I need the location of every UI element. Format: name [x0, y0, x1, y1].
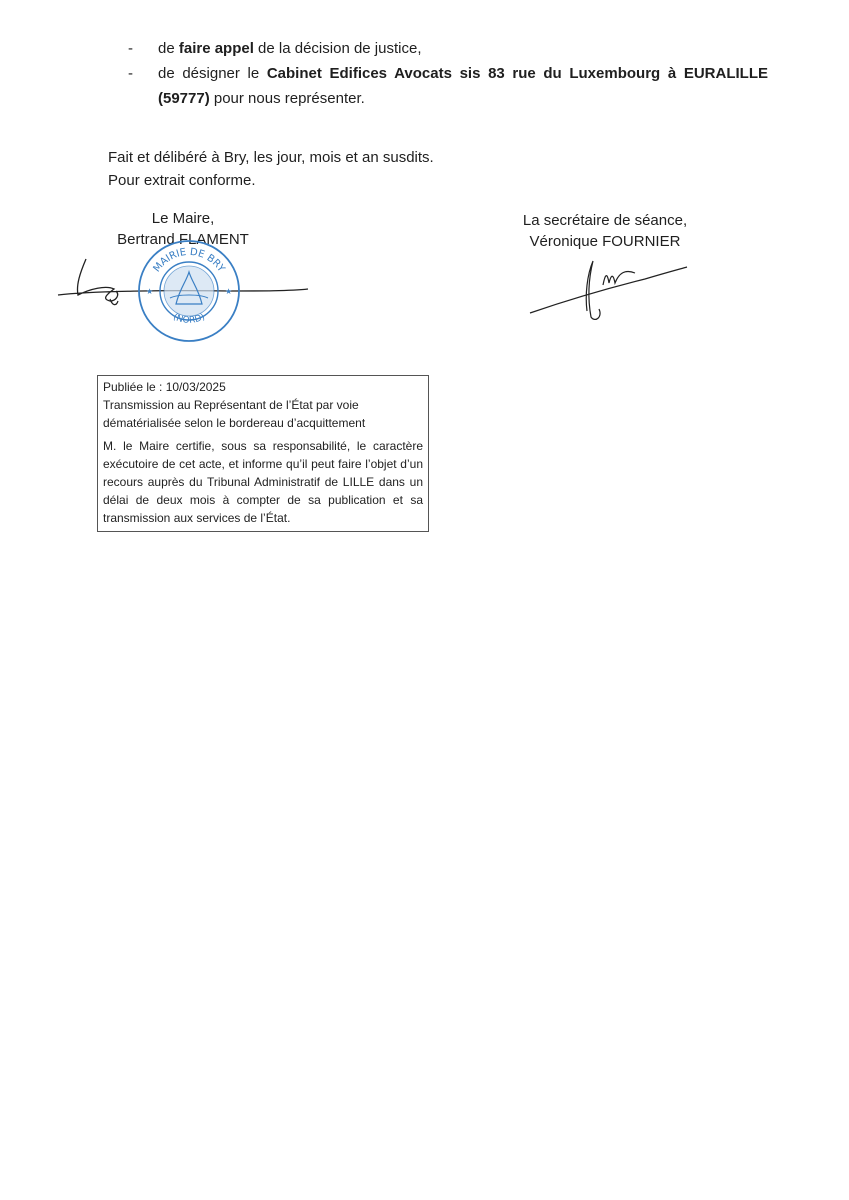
svg-text:★: ★ — [225, 287, 233, 296]
decision-item-lawyer — [128, 61, 768, 111]
text-part-bold: Cabinet Edifices Avocats sis 83 rue du Luxembourg à EURALILLE (59777) — [158, 65, 768, 107]
secretary-signature-drawing — [525, 255, 695, 325]
decision-text — [158, 61, 768, 111]
text-part-bold: faire appel — [178, 40, 254, 57]
bullet-dash: - — [128, 40, 133, 57]
decision-text — [158, 36, 768, 61]
text-part: pour nous représenter. — [209, 90, 365, 107]
bullet-dash: - — [128, 65, 133, 82]
decision-item-appeal — [128, 36, 768, 61]
secretary-name: Véronique FOURNIER — [529, 233, 681, 250]
enforceability-statement: M. le Maire certifie, sous sa responsabilité, le caractère exécutoire de cet acte, et informe qu’il peut faire l’objet d’un recours auprès du Tribunal Administratif de LILLE dans un délai de deux mois à compter de sa publication et sa transmission aux services de l’État. — [103, 439, 423, 525]
secretary-title: La secrétaire de séance, — [522, 212, 688, 229]
decision-list — [128, 36, 768, 111]
mayor-name: Bertrand FLAMENT — [117, 231, 249, 248]
mayor-title: Le Maire, — [151, 210, 215, 227]
closing-statement — [108, 146, 434, 192]
text-part: de désigner le — [158, 65, 267, 82]
secretary-signature-block — [505, 210, 705, 252]
publication-notice — [97, 375, 429, 532]
transmission-note: Transmission au Représentant de l’État par voie dématérialisée selon le bordereau d’acquittement — [103, 398, 366, 430]
seal-bottom-text: (NORD) — [171, 312, 207, 326]
svg-text:★: ★ — [146, 287, 154, 296]
text-part: de — [158, 40, 179, 57]
seal-top-text: MAIRIE DE BRY — [151, 246, 227, 275]
closing-line: Fait et délibéré à Bry, les jour, mois et an susdits. — [108, 149, 434, 166]
closing-line: Pour extrait conforme. — [108, 172, 256, 189]
town-hall-seal — [136, 238, 242, 344]
text-part: de la décision de justice, — [253, 40, 422, 57]
publication-date: Publiée le : 10/03/2025 — [103, 380, 226, 394]
